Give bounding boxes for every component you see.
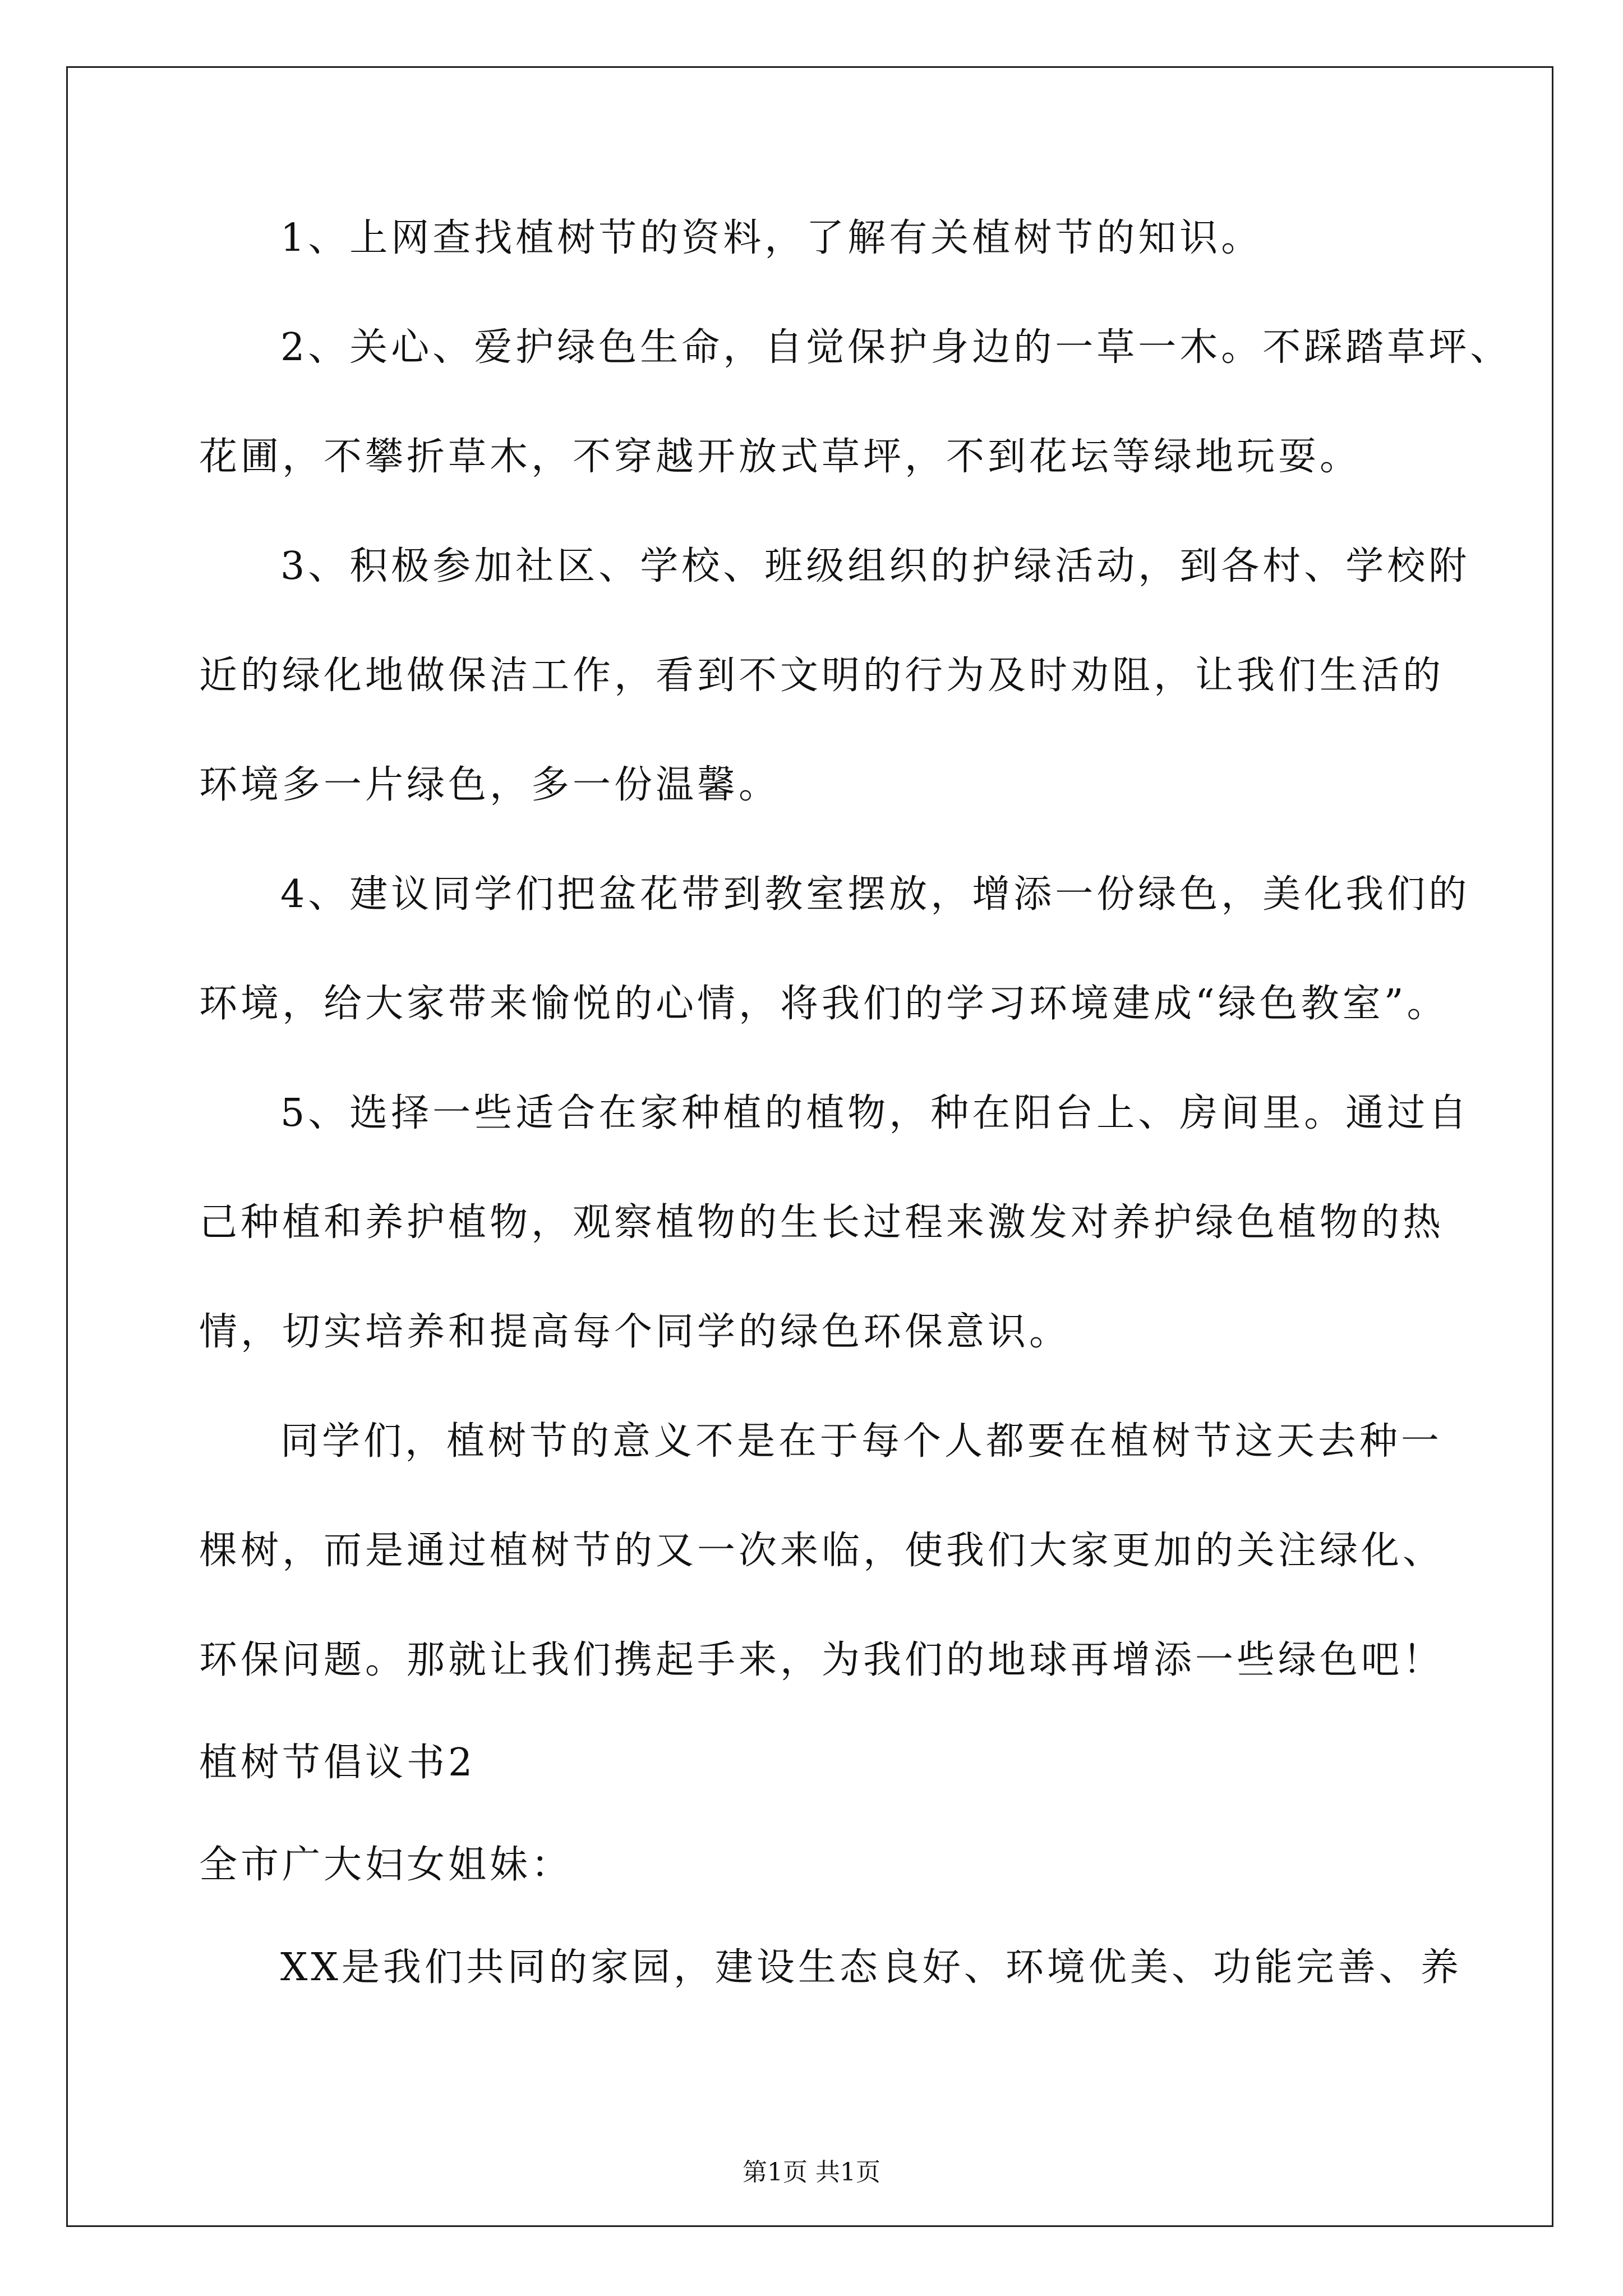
text-line: 环境，给大家带来愉悦的心情，将我们的学习环境建成“绿色教室”。 [199,982,1449,1026]
page-footer: 第1页 共1页 [743,2158,880,2187]
text-line: 2、关心、爱护绿色生命，自觉保护身边的一草一木。不踩踏草坪、 [280,325,1512,370]
text-line: 3、积极参加社区、学校、班级组织的护绿活动，到各村、学校附 [280,544,1470,588]
text-line: 棵树，而是通过植树节的又一次来临，使我们大家更加的关注绿化、 [199,1529,1445,1573]
text-line: XX是我们共同的家园，建设生态良好、环境优美、功能完善、养 [280,1945,1462,1990]
text-line: 环保问题。那就让我们携起手来，为我们的地球再增添一些绿色吧！ [199,1638,1445,1682]
text-line: 情，切实培养和提高每个同学的绿色环保意识。 [199,1310,1071,1354]
text-line: 近的绿化地做保洁工作，看到不文明的行为及时劝阻，让我们生活的 [199,654,1445,698]
text-line: 己种植和养护植物，观察植物的生长过程来激发对养护绿色植物的热 [199,1200,1445,1245]
text-line: 环境多一片绿色，多一份温馨。 [199,763,781,807]
text-line: 1、上网查找植树节的资料，了解有关植树节的知识。 [280,216,1263,260]
text-line: 花圃，不攀折草木，不穿越开放式草坪，不到花坛等绿地玩耍。 [199,435,1362,479]
section-heading: 植树节倡议书2 [199,1741,476,1785]
salutation: 全市广大妇女姐妹： [199,1843,573,1887]
text-line: 5、选择一些适合在家种植的植物，种在阳台上、房间里。通过自 [280,1091,1470,1135]
page-border [66,66,1553,2227]
text-line: 同学们，植树节的意义不是在于每个人都要在植树节这天去种一 [280,1419,1443,1464]
text-line: 4、建议同学们把盆花带到教室摆放，增添一份绿色，美化我们的 [280,872,1470,917]
